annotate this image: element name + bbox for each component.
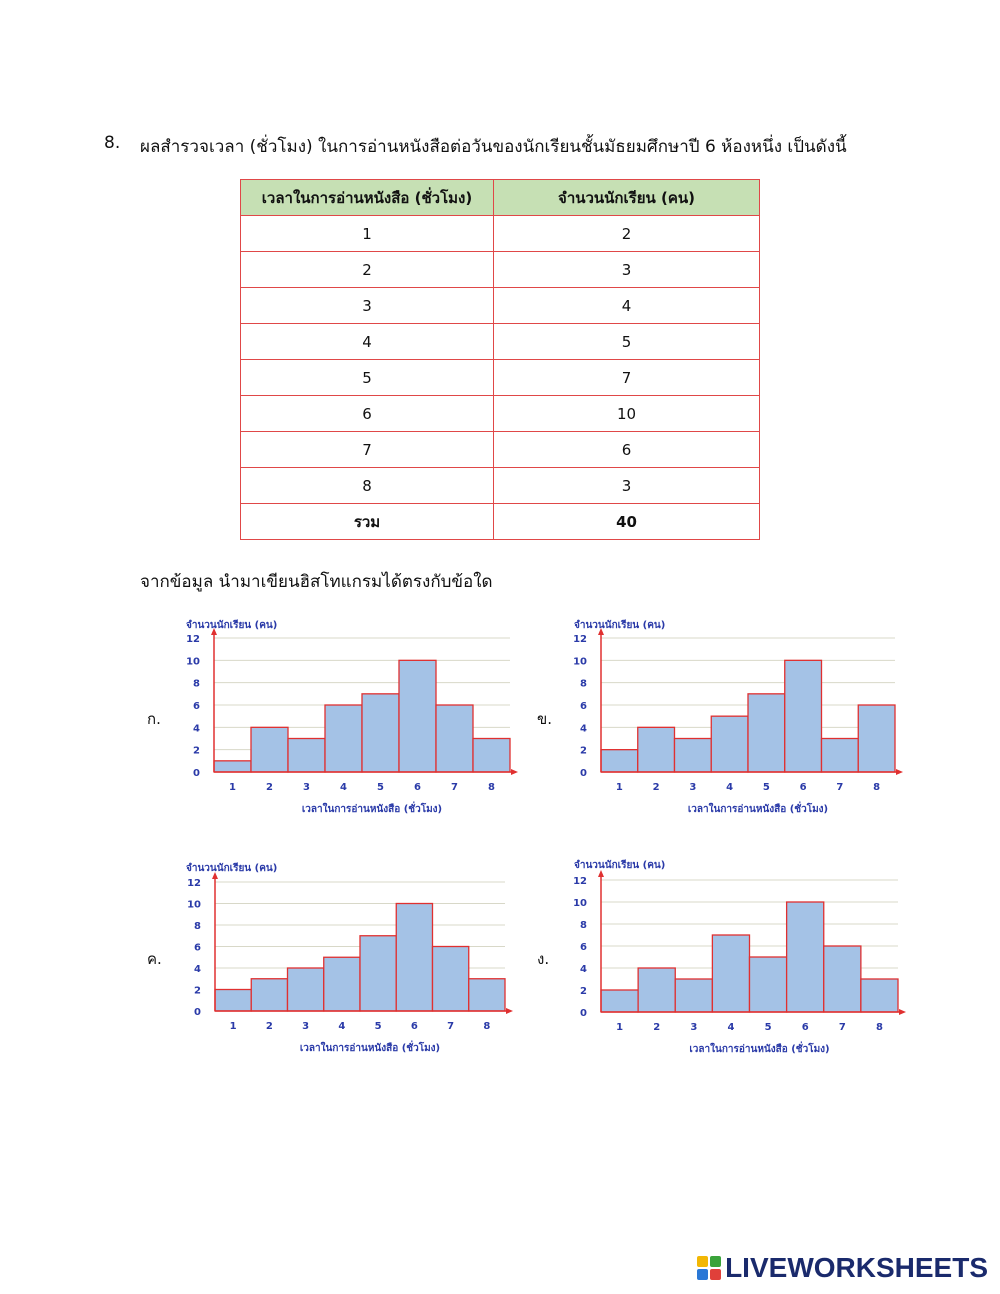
y-tick-label: 0 — [194, 1007, 201, 1018]
x-tick-label: 4 — [726, 782, 734, 793]
table-cell: 3 — [494, 468, 760, 504]
x-tick-label: 6 — [799, 782, 807, 793]
x-tick-label: 8 — [483, 1021, 491, 1032]
histogram-bar — [473, 739, 510, 773]
table-row — [241, 288, 760, 324]
y-tick-label: 2 — [194, 985, 201, 997]
histogram-bar — [601, 750, 638, 772]
x-tick-label: 7 — [838, 1022, 846, 1033]
table-cell: 5 — [241, 360, 494, 396]
x-axis-arrow-icon — [896, 769, 903, 775]
y-tick-label: 10 — [573, 656, 587, 668]
y-tick-label: 10 — [573, 898, 587, 909]
table-row — [241, 324, 760, 360]
x-tick-label: 2 — [266, 782, 273, 793]
histogram-bar — [638, 968, 675, 1012]
table-total-value: 40 — [494, 504, 760, 540]
histogram-bar — [785, 660, 822, 772]
liveworksheets-logo — [697, 1252, 988, 1284]
x-tick-label: 4 — [727, 1022, 735, 1033]
histogram-bar — [858, 705, 895, 772]
table-row — [241, 360, 760, 396]
histogram-bar — [469, 979, 505, 1011]
x-tick-label: 6 — [414, 782, 421, 793]
histogram-choice-c[interactable] — [180, 855, 520, 1069]
x-tick-label: 7 — [447, 1021, 455, 1032]
histogram-bar — [824, 946, 861, 1012]
histogram-choice-b[interactable] — [568, 612, 908, 826]
x-tick-label: 6 — [801, 1022, 809, 1033]
liveworksheets-logo-icon — [697, 1256, 721, 1280]
y-tick-label: 0 — [580, 768, 587, 779]
y-tick-label: 2 — [193, 745, 200, 757]
y-tick-label: 8 — [580, 678, 587, 690]
table-cell: 4 — [241, 324, 494, 360]
histogram-bar — [288, 739, 325, 773]
x-tick-label: 4 — [338, 1021, 346, 1032]
choice-label-a: ก. — [147, 710, 161, 728]
y-tick-label: 6 — [193, 701, 200, 712]
histogram-bar — [675, 739, 712, 773]
y-tick-label: 2 — [580, 986, 587, 997]
y-tick-label: 4 — [194, 964, 201, 975]
y-tick-label: 12 — [573, 634, 587, 645]
table-cell: 2 — [241, 252, 494, 288]
x-tick-label: 8 — [873, 782, 881, 793]
table-cell: 2 — [494, 216, 760, 252]
histogram-bar — [748, 694, 785, 772]
histogram-bar — [787, 902, 824, 1012]
x-tick-label: 4 — [340, 782, 347, 793]
y-tick-label: 6 — [580, 701, 587, 712]
table-cell: 6 — [494, 432, 760, 468]
table-header-hours: เวลาในการอ่านหนังสือ (ชั่วโมง) — [241, 180, 494, 216]
x-axis-arrow-icon — [511, 769, 518, 775]
table-cell: 3 — [241, 288, 494, 324]
x-tick-label: 7 — [836, 782, 844, 793]
histogram-bar — [251, 727, 288, 772]
histogram-bar — [712, 935, 749, 1012]
histogram-choice-d[interactable] — [568, 852, 908, 1066]
histogram-bar — [215, 990, 251, 1012]
y-tick-label: 10 — [187, 899, 201, 911]
question-text: ผลสำรวจเวลา (ชั่วโมง) ในการอ่านหนังสือต่อวันของนักเรียนชั้นมัธยมศึกษาปี 6 ห้องหนึ่ง เป็นดังนี้ — [140, 137, 847, 157]
choice-label-b: ข. — [537, 710, 553, 728]
y-tick-label: 8 — [580, 920, 587, 931]
choice-label-d: ง. — [537, 950, 550, 968]
x-tick-label: 3 — [690, 1022, 698, 1033]
histogram-choice-a[interactable] — [180, 612, 520, 826]
histogram-bar — [214, 761, 251, 772]
x-tick-label: 1 — [229, 782, 236, 793]
x-tick-label: 3 — [303, 782, 310, 793]
histogram-bar — [362, 694, 399, 772]
x-tick-label: 8 — [488, 782, 495, 793]
table-row — [241, 396, 760, 432]
table-cell: 3 — [494, 252, 760, 288]
y-tick-label: 2 — [580, 745, 587, 757]
x-axis-title: เวลาในการอ่านหนังสือ (ชั่วโมง) — [301, 804, 443, 815]
table-header-row — [241, 180, 760, 216]
histogram-bar — [638, 727, 675, 772]
histogram-bar — [324, 957, 360, 1011]
table-row — [241, 252, 760, 288]
x-axis-arrow-icon — [506, 1008, 513, 1014]
frequency-table — [240, 179, 760, 540]
histogram-bar — [436, 705, 473, 772]
histogram-bar — [601, 990, 638, 1012]
x-tick-label: 5 — [762, 782, 770, 793]
histogram-bar — [360, 936, 396, 1011]
histogram-bar — [433, 947, 469, 1012]
histogram-bar — [288, 968, 324, 1011]
y-tick-label: 6 — [194, 942, 201, 954]
x-axis-title: เวลาในการอ่านหนังสือ (ชั่วโมง) — [689, 1044, 830, 1055]
table-cell: 10 — [494, 396, 760, 432]
x-tick-label: 5 — [374, 1021, 382, 1032]
y-axis-title: จำนวนนักเรียน (คน) — [574, 620, 666, 631]
histogram-bar — [750, 957, 787, 1012]
x-tick-label: 2 — [653, 1022, 661, 1033]
y-tick-label: 12 — [186, 634, 200, 645]
y-axis-arrow-icon — [598, 870, 604, 877]
histogram-bar — [822, 739, 859, 773]
table-header-students: จำนวนนักเรียน (คน) — [494, 180, 760, 216]
x-tick-label: 7 — [451, 782, 458, 793]
table-total-row — [241, 504, 760, 540]
x-tick-label: 2 — [265, 1021, 273, 1032]
table-cell: 6 — [241, 396, 494, 432]
x-tick-label: 1 — [229, 1021, 237, 1032]
x-axis-arrow-icon — [899, 1009, 906, 1015]
histogram-bar — [251, 979, 287, 1011]
table-cell: 1 — [241, 216, 494, 252]
x-axis-title: เวลาในการอ่านหนังสือ (ชั่วโมง) — [299, 1043, 441, 1054]
x-tick-label: 3 — [689, 782, 697, 793]
y-tick-label: 4 — [580, 964, 587, 975]
y-tick-label: 8 — [194, 921, 201, 932]
histogram-bar — [325, 705, 362, 772]
y-tick-label: 4 — [193, 723, 200, 735]
x-tick-label: 1 — [616, 1022, 624, 1033]
table-cell: 8 — [241, 468, 494, 504]
x-axis-title: เวลาในการอ่านหนังสือ (ชั่วโมง) — [687, 804, 829, 815]
histogram-bar — [675, 979, 712, 1012]
table-row — [241, 216, 760, 252]
histogram-bar — [861, 979, 898, 1012]
choice-label-c: ค. — [147, 950, 162, 968]
y-tick-label: 8 — [193, 678, 200, 690]
y-tick-label: 12 — [573, 876, 587, 887]
histogram-bar — [399, 660, 436, 772]
y-tick-label: 4 — [580, 723, 587, 735]
histogram-bar — [396, 904, 432, 1012]
x-tick-label: 5 — [764, 1022, 772, 1033]
y-axis-title: จำนวนนักเรียน (คน) — [186, 863, 278, 874]
y-tick-label: 0 — [193, 768, 200, 779]
x-tick-label: 3 — [302, 1021, 310, 1032]
table-cell: 4 — [494, 288, 760, 324]
question-number: 8. — [104, 133, 121, 153]
table-cell: 7 — [241, 432, 494, 468]
logo-text: LIVEWORKSHEETS — [725, 1252, 988, 1283]
table-cell: 7 — [494, 360, 760, 396]
x-tick-label: 2 — [652, 782, 660, 793]
y-tick-label: 0 — [580, 1008, 587, 1019]
question-prompt: จากข้อมูล นำมาเขียนฮิสโทแกรมได้ตรงกับข้อใด — [140, 572, 493, 592]
table-total-label: รวม — [241, 504, 494, 540]
y-axis-title: จำนวนนักเรียน (คน) — [186, 620, 278, 631]
y-tick-label: 6 — [580, 942, 587, 953]
x-tick-label: 1 — [615, 782, 623, 793]
table-row — [241, 468, 760, 504]
x-tick-label: 6 — [410, 1021, 418, 1032]
x-tick-label: 8 — [875, 1022, 883, 1033]
y-axis-title: จำนวนนักเรียน (คน) — [574, 860, 666, 871]
x-tick-label: 5 — [377, 782, 384, 793]
table-row — [241, 432, 760, 468]
y-tick-label: 10 — [186, 656, 200, 668]
table-cell: 5 — [494, 324, 760, 360]
y-tick-label: 12 — [187, 878, 201, 889]
histogram-bar — [711, 716, 748, 772]
